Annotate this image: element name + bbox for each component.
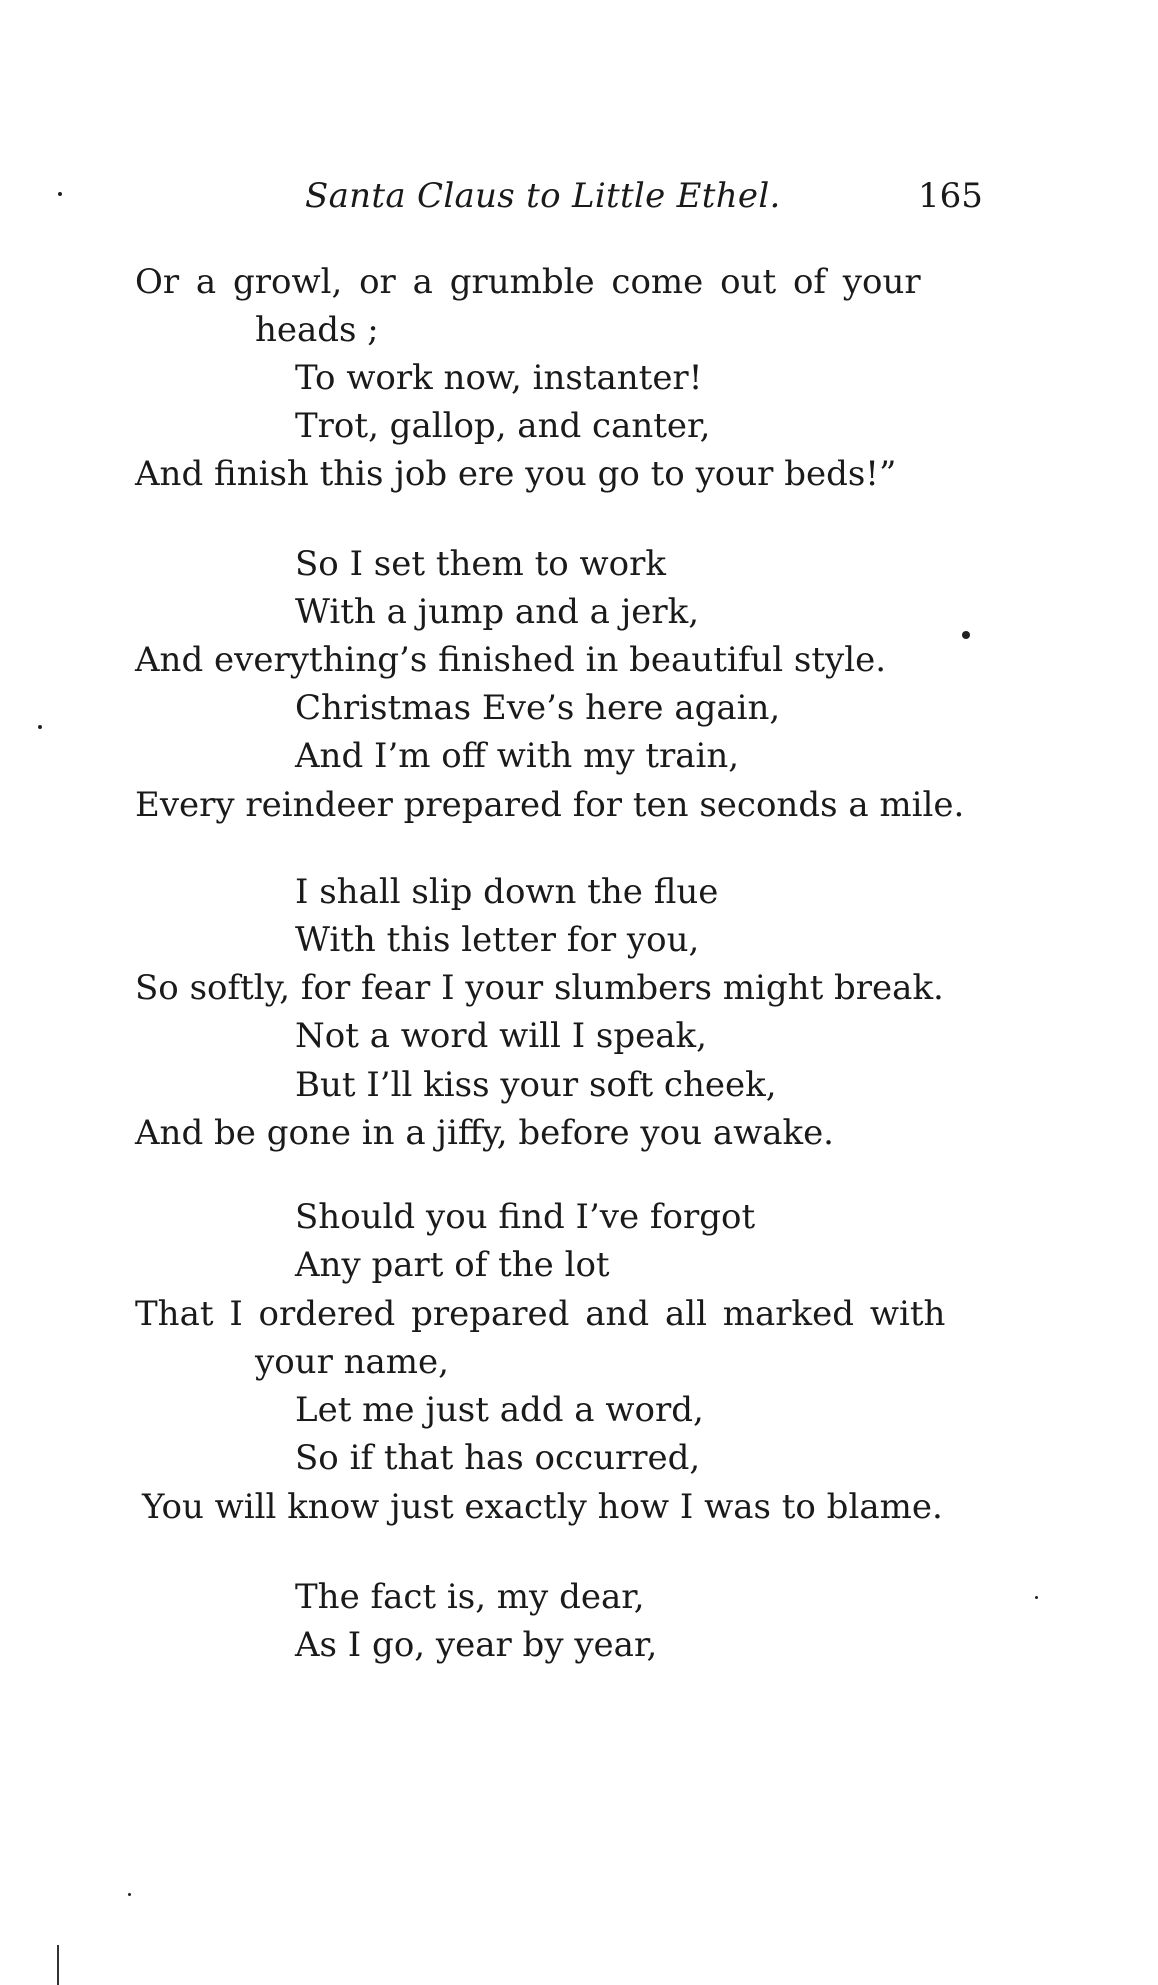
verse-line: So softly, for fear I your slumbers might break. bbox=[135, 968, 944, 1008]
verse-line: To work now, instanter! bbox=[295, 358, 703, 398]
verse-line: As I go, year by year, bbox=[295, 1625, 658, 1665]
verse-line: Every reindeer prepared for ten seconds a mile. bbox=[135, 785, 965, 825]
verse-line: That I ordered prepared and all marked with bbox=[135, 1294, 946, 1334]
ink-speck bbox=[962, 631, 970, 639]
verse-line: And I’m off with my train, bbox=[295, 736, 740, 776]
page-number: 165 bbox=[918, 176, 983, 216]
verse-line: And finish this job ere you go to your beds!” bbox=[135, 454, 897, 494]
verse-line: Christmas Eve’s here again, bbox=[295, 688, 781, 728]
ink-speck bbox=[128, 1893, 131, 1896]
verse-line: And everything’s finished in beautiful style. bbox=[135, 640, 887, 680]
ink-speck bbox=[38, 725, 42, 729]
verse-line: Any part of the lot bbox=[295, 1245, 610, 1285]
verse-line: Or a growl, or a grumble come out of your bbox=[135, 262, 921, 302]
verse-line: Trot, gallop, and canter, bbox=[295, 406, 711, 446]
ink-speck bbox=[58, 192, 62, 196]
verse-line: Not a word will I speak, bbox=[295, 1016, 707, 1056]
verse-line: And be gone in a jiffy, before you awake. bbox=[135, 1113, 834, 1153]
verse-line: With a jump and a jerk, bbox=[295, 592, 700, 632]
verse-line: Should you find I’ve forgot bbox=[295, 1197, 756, 1237]
verse-line: But I’ll kiss your soft cheek, bbox=[295, 1065, 777, 1105]
verse-line: With this letter for you, bbox=[295, 920, 700, 960]
running-title: Santa Claus to Little Ethel. bbox=[305, 176, 781, 216]
verse-line: Let me just add a word, bbox=[295, 1390, 704, 1430]
verse-line: The fact is, my dear, bbox=[295, 1577, 645, 1617]
verse-line: I shall slip down the flue bbox=[295, 872, 719, 912]
verse-line: You will know just exactly how I was to blame. bbox=[142, 1487, 943, 1527]
verse-line: So I set them to work bbox=[295, 544, 666, 584]
ink-speck bbox=[1035, 1596, 1038, 1599]
verse-line: your name, bbox=[255, 1342, 449, 1382]
verse-line: So if that has occurred, bbox=[295, 1438, 701, 1478]
verse-line: heads ; bbox=[255, 310, 379, 350]
page-edge-mark bbox=[57, 1945, 59, 1985]
